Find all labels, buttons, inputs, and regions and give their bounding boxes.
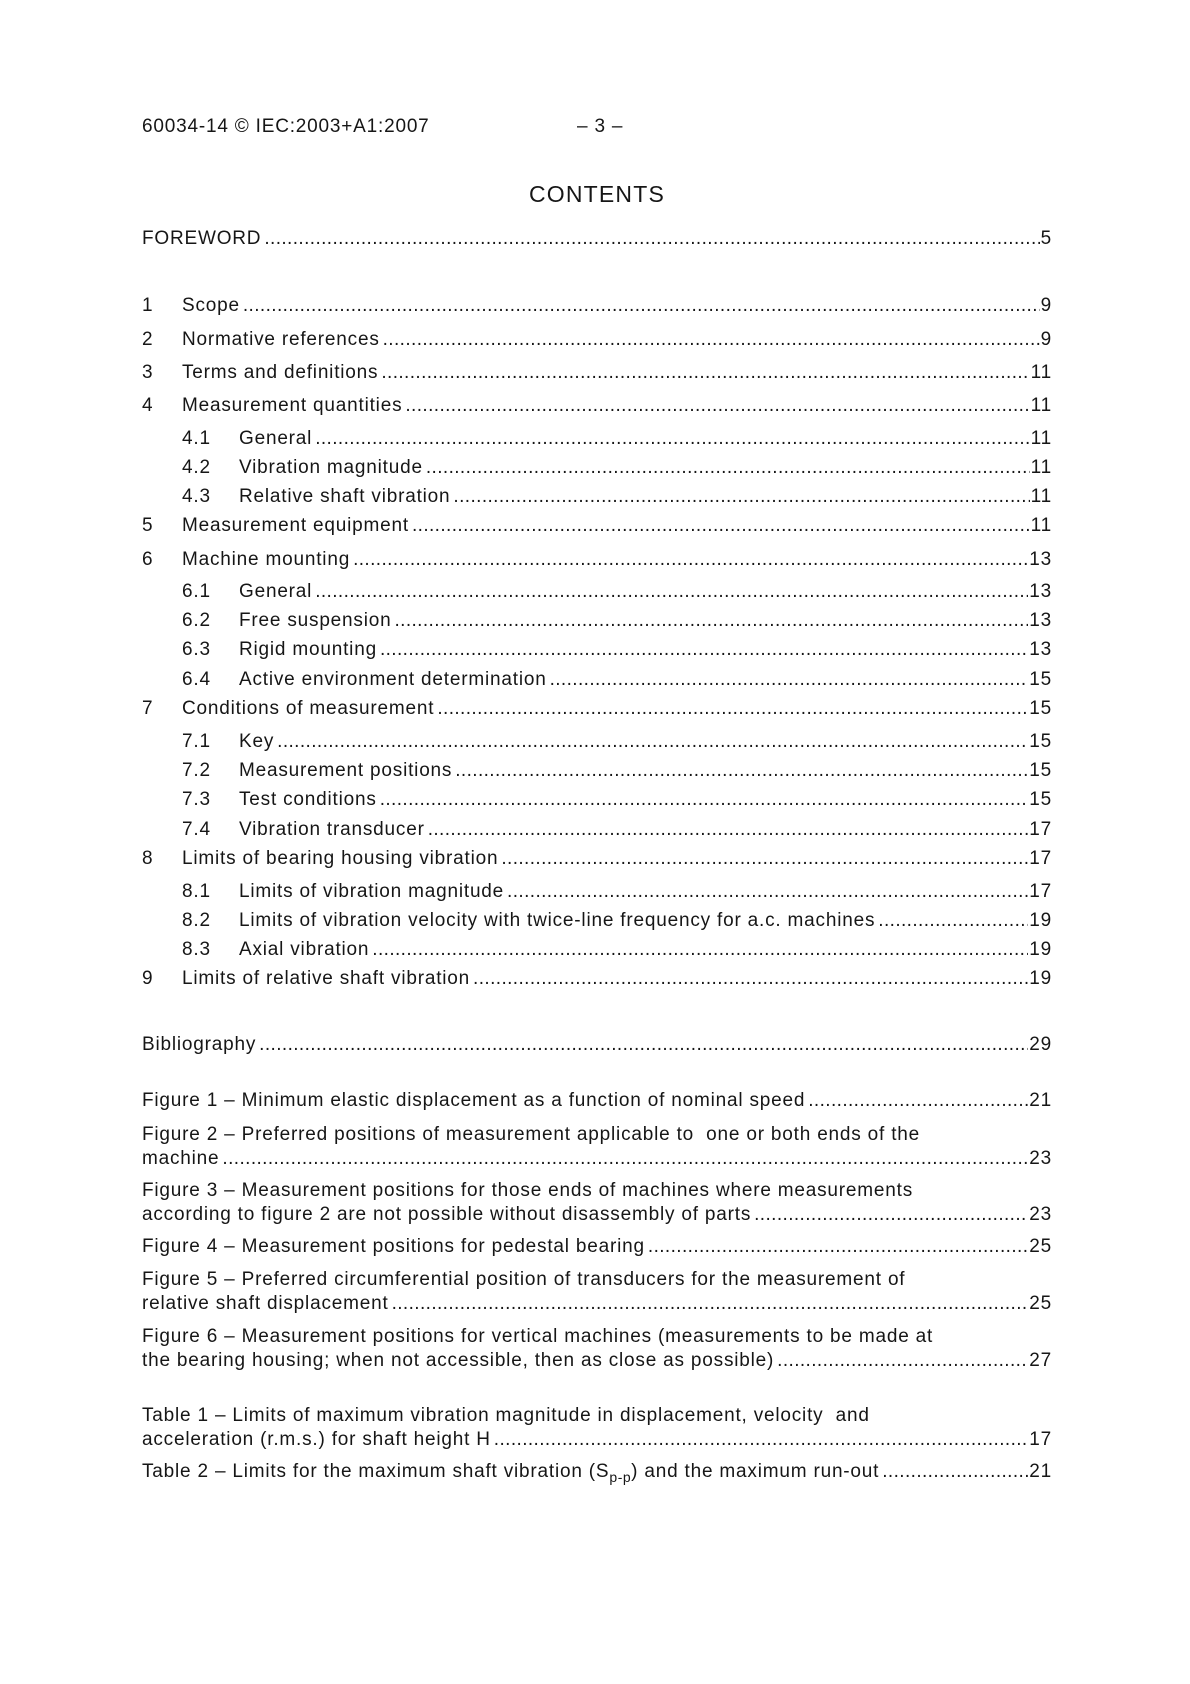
page-number: 17 bbox=[1029, 819, 1052, 840]
page-number: 19 bbox=[1029, 939, 1052, 960]
figure-title-line: Figure 6 – Measurement positions for vertical machines (measurements to be made at bbox=[142, 1326, 934, 1347]
clause-title: Limits of bearing housing vibration bbox=[182, 848, 499, 869]
clause-number: 5 bbox=[142, 515, 154, 536]
page-number: 25 bbox=[1029, 1293, 1052, 1314]
page-number: 21 bbox=[1029, 1090, 1052, 1111]
subclause-number: 7.4 bbox=[182, 819, 211, 840]
dot-leader bbox=[878, 909, 1028, 933]
clause-title: Limits of relative shaft vibration bbox=[182, 968, 471, 989]
subclause-number: 6.4 bbox=[182, 669, 211, 690]
dot-leader bbox=[405, 394, 1029, 418]
table-title-text: Table 2 – Limits for the maximum shaft vibration (S bbox=[142, 1461, 610, 1482]
subclause-number: 7.3 bbox=[182, 789, 211, 810]
dot-leader bbox=[277, 730, 1028, 754]
figure-title-line: the bearing housing; when not accessible, then as close as possible) bbox=[142, 1350, 775, 1371]
clause-title: Machine mounting bbox=[182, 549, 351, 570]
subclause-title: Test conditions bbox=[239, 789, 377, 810]
toc-entry-clause bbox=[142, 847, 1052, 871]
subclause-title: Limits of vibration magnitude bbox=[239, 881, 505, 902]
page-number: 15 bbox=[1029, 789, 1052, 810]
subclause-title: Rigid mounting bbox=[239, 639, 377, 660]
figure-title-line: relative shaft displacement bbox=[142, 1293, 389, 1314]
dot-leader bbox=[494, 1428, 1028, 1452]
toc-entry-clause bbox=[142, 548, 1052, 572]
subclause-number: 6.2 bbox=[182, 610, 211, 631]
dot-leader bbox=[394, 609, 1028, 633]
toc-entry-subclause bbox=[182, 456, 1052, 480]
toc-entry-subclause bbox=[182, 909, 1052, 933]
toc-entry-figure bbox=[142, 1089, 1052, 1113]
page-number: 9 bbox=[1040, 295, 1052, 316]
subclause-number: 8.3 bbox=[182, 939, 211, 960]
subclause-title: Free suspension bbox=[239, 610, 392, 631]
dot-leader bbox=[428, 818, 1029, 842]
toc-entry-subclause bbox=[182, 427, 1052, 451]
dot-leader bbox=[243, 294, 1040, 318]
figure-title-last-line bbox=[142, 1147, 1052, 1171]
clause-number: 2 bbox=[142, 329, 154, 350]
toc-entry-subclause bbox=[182, 730, 1052, 754]
dot-leader bbox=[507, 880, 1028, 904]
dot-leader bbox=[315, 427, 1029, 451]
clause-number: 7 bbox=[142, 698, 154, 719]
toc-entry-figure bbox=[142, 1325, 1052, 1373]
toc-entry-foreword bbox=[142, 227, 1052, 251]
page-number: 17 bbox=[1029, 848, 1052, 869]
entry-title: Bibliography bbox=[142, 1034, 257, 1055]
toc-entry-clause bbox=[142, 697, 1052, 721]
dot-leader bbox=[372, 938, 1028, 962]
figure-title: Figure 1 – Minimum elastic displacement as a function of nominal speed bbox=[142, 1090, 806, 1111]
subclause-title: Axial vibration bbox=[239, 939, 370, 960]
table-title-line: Table 1 – Limits of maximum vibration magnitude in displacement, velocity and bbox=[142, 1405, 870, 1426]
figure-title-last-line bbox=[142, 1292, 1052, 1316]
entry-title: FOREWORD bbox=[142, 228, 262, 249]
subscript: p-p bbox=[609, 1469, 632, 1485]
page-number: 11 bbox=[1030, 362, 1052, 383]
page-number: 19 bbox=[1029, 968, 1052, 989]
clause-title: Conditions of measurement bbox=[182, 698, 435, 719]
toc-entry-bibliography bbox=[142, 1033, 1052, 1057]
dot-leader bbox=[383, 328, 1040, 352]
toc-entry-subclause bbox=[182, 818, 1052, 842]
page-number: 23 bbox=[1029, 1204, 1052, 1225]
page-number: 11 bbox=[1030, 486, 1052, 507]
subclause-number: 4.2 bbox=[182, 457, 211, 478]
figure-title: Figure 4 – Measurement positions for pedestal bearing bbox=[142, 1236, 645, 1257]
subclause-title: Relative shaft vibration bbox=[239, 486, 451, 507]
page-number: 5 bbox=[1040, 228, 1052, 249]
page-number: 17 bbox=[1029, 881, 1052, 902]
page-number: 25 bbox=[1029, 1236, 1052, 1257]
page-number: 11 bbox=[1030, 457, 1052, 478]
dot-leader bbox=[264, 227, 1039, 251]
page-number: 21 bbox=[1029, 1461, 1052, 1482]
figure-title-last-line bbox=[142, 1203, 1052, 1227]
clause-number: 6 bbox=[142, 549, 154, 570]
clause-number: 3 bbox=[142, 362, 154, 383]
page-number: 11 bbox=[1030, 395, 1052, 416]
dot-leader bbox=[392, 1292, 1029, 1316]
figure-title-line: Figure 3 – Measurement positions for those ends of machines where measurements bbox=[142, 1180, 914, 1201]
subclause-title: General bbox=[239, 581, 313, 602]
subclause-title: Active environment determination bbox=[239, 669, 547, 690]
figure-title-line: Figure 5 – Preferred circumferential position of transducers for the measurement of bbox=[142, 1269, 906, 1290]
toc-entry-figure bbox=[142, 1123, 1052, 1171]
table-title-last-line bbox=[142, 1428, 1052, 1452]
dot-leader bbox=[381, 361, 1029, 385]
dot-leader bbox=[315, 580, 1028, 604]
dot-leader bbox=[550, 668, 1029, 692]
dot-leader bbox=[455, 759, 1028, 783]
dot-leader bbox=[380, 788, 1029, 812]
dot-leader bbox=[412, 514, 1030, 538]
figure-title-line: according to figure 2 are not possible without disassembly of parts bbox=[142, 1204, 752, 1225]
subclause-number: 8.2 bbox=[182, 910, 211, 931]
page-number: 27 bbox=[1029, 1350, 1052, 1371]
clause-title: Scope bbox=[182, 295, 240, 316]
toc-entry-subclause bbox=[182, 638, 1052, 662]
dot-leader bbox=[777, 1349, 1028, 1373]
dot-leader bbox=[380, 638, 1028, 662]
page-number: 15 bbox=[1029, 760, 1052, 781]
toc-entry-clause bbox=[142, 967, 1052, 991]
subclause-title: Key bbox=[239, 731, 275, 752]
toc-entry-table bbox=[142, 1404, 1052, 1452]
clause-number: 4 bbox=[142, 395, 154, 416]
clause-number: 9 bbox=[142, 968, 154, 989]
toc-entry-subclause bbox=[182, 580, 1052, 604]
clause-title: Measurement equipment bbox=[182, 515, 409, 536]
subclause-title: General bbox=[239, 428, 313, 449]
subclause-number: 6.3 bbox=[182, 639, 211, 660]
subclause-number: 6.1 bbox=[182, 581, 211, 602]
dot-leader bbox=[808, 1089, 1028, 1113]
toc-entry-subclause bbox=[182, 938, 1052, 962]
page-number: 9 bbox=[1040, 329, 1052, 350]
page-number: 15 bbox=[1029, 731, 1052, 752]
dot-leader bbox=[437, 697, 1028, 721]
dot-leader bbox=[501, 847, 1028, 871]
figure-title-line: machine bbox=[142, 1148, 220, 1169]
page-number: 11 bbox=[1030, 428, 1052, 449]
subclause-title: Limits of vibration velocity with twice-line frequency for a.c. machines bbox=[239, 910, 876, 931]
clause-title: Terms and definitions bbox=[182, 362, 379, 383]
subclause-number: 4.1 bbox=[182, 428, 211, 449]
page-number: 13 bbox=[1029, 549, 1052, 570]
page-number: 13 bbox=[1029, 581, 1052, 602]
page-number: 15 bbox=[1029, 698, 1052, 719]
table-title bbox=[142, 1460, 879, 1484]
page-title: CONTENTS bbox=[528, 181, 666, 207]
subclause-title: Vibration magnitude bbox=[239, 457, 423, 478]
toc-entry-subclause bbox=[182, 880, 1052, 904]
dot-leader bbox=[754, 1203, 1028, 1227]
toc-entry-figure bbox=[142, 1235, 1052, 1259]
clause-title: Measurement quantities bbox=[182, 395, 403, 416]
dot-leader bbox=[882, 1460, 1028, 1484]
dot-leader bbox=[426, 456, 1030, 480]
toc-entry-figure bbox=[142, 1179, 1052, 1227]
clause-number: 8 bbox=[142, 848, 154, 869]
table-title-line: acceleration (r.m.s.) for shaft height H bbox=[142, 1429, 491, 1450]
dot-leader bbox=[222, 1147, 1028, 1171]
toc-entry-clause bbox=[142, 328, 1052, 352]
page-number: 11 bbox=[1030, 515, 1052, 536]
document-reference: 60034-14 © IEC:2003+A1:2007 bbox=[142, 116, 430, 137]
figure-title-last-line bbox=[142, 1349, 1052, 1373]
toc-entry-figure bbox=[142, 1268, 1052, 1316]
page-number: 13 bbox=[1029, 610, 1052, 631]
toc-entry-subclause bbox=[182, 759, 1052, 783]
dot-leader bbox=[353, 548, 1028, 572]
clause-title: Normative references bbox=[182, 329, 380, 350]
table-title-text: ) and the maximum run-out bbox=[631, 1461, 880, 1482]
subclause-number: 8.1 bbox=[182, 881, 211, 902]
dot-leader bbox=[259, 1033, 1028, 1057]
dot-leader bbox=[473, 967, 1028, 991]
clause-number: 1 bbox=[142, 295, 154, 316]
figure-title-line: Figure 2 – Preferred positions of measurement applicable to one or both ends of the bbox=[142, 1124, 921, 1145]
toc-entry-clause bbox=[142, 361, 1052, 385]
page-number: 13 bbox=[1029, 639, 1052, 660]
toc-entry-subclause bbox=[182, 788, 1052, 812]
subclause-number: 4.3 bbox=[182, 486, 211, 507]
subclause-title: Vibration transducer bbox=[239, 819, 425, 840]
toc-entry-clause bbox=[142, 394, 1052, 418]
page-number: 15 bbox=[1029, 669, 1052, 690]
toc-entry-subclause bbox=[182, 609, 1052, 633]
toc-entry-clause bbox=[142, 514, 1052, 538]
toc-entry-subclause bbox=[182, 485, 1052, 509]
toc-entry-clause bbox=[142, 294, 1052, 318]
subclause-number: 7.2 bbox=[182, 760, 211, 781]
dot-leader bbox=[648, 1235, 1028, 1259]
page-number: 29 bbox=[1029, 1034, 1052, 1055]
subclause-title: Measurement positions bbox=[239, 760, 453, 781]
page-number-header: – 3 – bbox=[577, 116, 624, 137]
subclause-number: 7.1 bbox=[182, 731, 211, 752]
toc-entry-table bbox=[142, 1460, 1052, 1484]
dot-leader bbox=[453, 485, 1029, 509]
page-number: 23 bbox=[1029, 1148, 1052, 1169]
page-number: 19 bbox=[1029, 910, 1052, 931]
toc-entry-subclause bbox=[182, 668, 1052, 692]
page-number: 17 bbox=[1029, 1429, 1052, 1450]
